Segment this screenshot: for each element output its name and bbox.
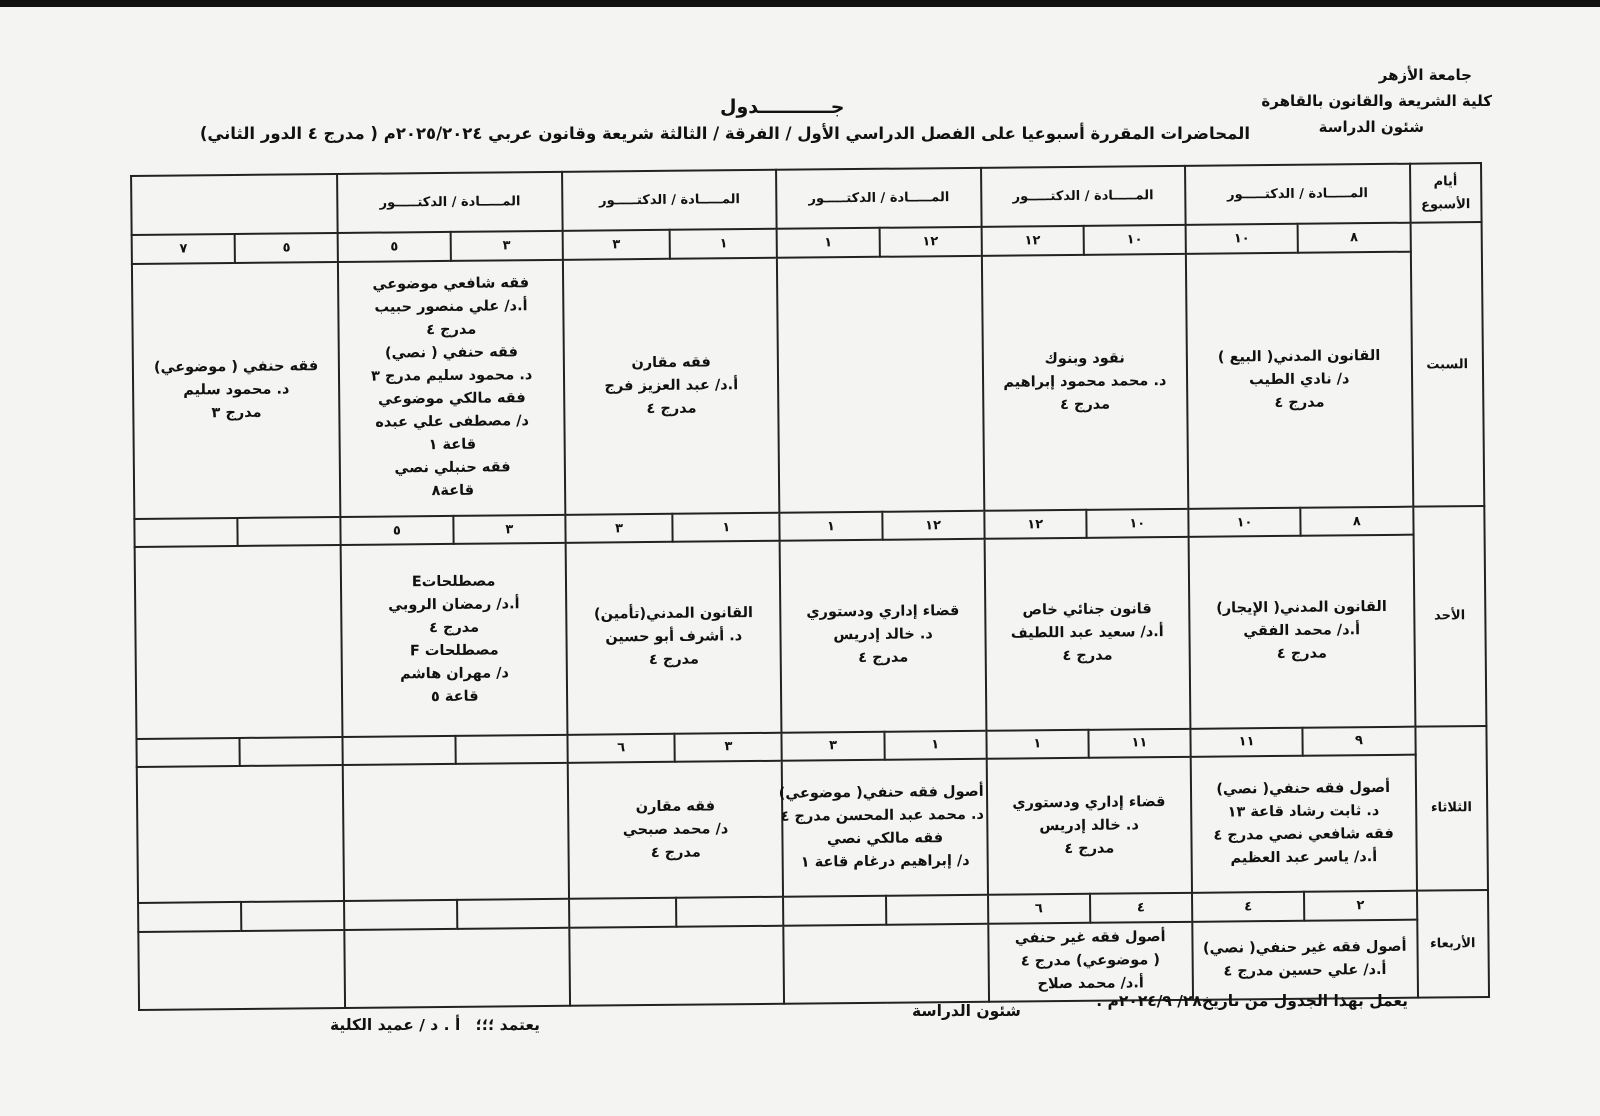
period-number: ١ bbox=[777, 228, 879, 258]
lecture-line: قاعة ١ bbox=[428, 437, 477, 454]
period-number: ١٠ bbox=[1188, 508, 1301, 538]
lecture-cell bbox=[343, 763, 569, 901]
lecture-cell bbox=[568, 761, 784, 899]
lecture-line: مدرج ٤ bbox=[1274, 394, 1325, 411]
period-number: ٥ bbox=[341, 516, 454, 546]
lecture-cell bbox=[137, 765, 345, 903]
period-number bbox=[783, 896, 885, 926]
lecture-line: أ.د/ رمضان الروبي bbox=[388, 596, 520, 614]
period-number: ٣ bbox=[563, 230, 670, 260]
period-number: ١ bbox=[986, 729, 1088, 759]
lecture-cell bbox=[566, 541, 782, 734]
day-name: السبت bbox=[1410, 222, 1484, 506]
period-number bbox=[136, 738, 239, 768]
period-number: ١٢ bbox=[882, 511, 984, 541]
lecture-line: د/ إبراهيم درغام قاعة ١ bbox=[800, 853, 970, 871]
lecture-line: د. خالد إدريس bbox=[1039, 817, 1139, 835]
lecture-cell bbox=[135, 545, 343, 738]
period-number: ٨ bbox=[1301, 506, 1414, 536]
period-number: ١١ bbox=[1190, 727, 1303, 757]
lecture-line: أصول فقه غير حنفي bbox=[1014, 929, 1166, 947]
lecture-cell bbox=[780, 539, 986, 732]
period-number: ٩ bbox=[1303, 726, 1416, 756]
period-number bbox=[343, 735, 456, 765]
period-number: ٥ bbox=[338, 232, 451, 262]
lecture-line: د/ محمد صبحي bbox=[622, 821, 729, 839]
lecture-line: د/ مصطفى علي عبده bbox=[375, 413, 530, 431]
period-number: ١٠ bbox=[1083, 225, 1185, 255]
lecture-line: أ.د/ سعيد عبد اللطيف bbox=[1010, 624, 1164, 643]
lecture-line: فقه شافعي موضوعي bbox=[372, 275, 530, 293]
days-header: أيام الأسبوع bbox=[1410, 163, 1482, 223]
lecture-cell bbox=[984, 537, 1190, 730]
day-name: الثلاثاء bbox=[1415, 726, 1488, 891]
period-number: ١ bbox=[884, 730, 986, 760]
lecture-line: فقه مقارن bbox=[631, 354, 711, 372]
column-header: المـــــادة / الدكتـــــور bbox=[981, 166, 1186, 227]
lecture-line: د/ نادي الطيب bbox=[1249, 371, 1350, 389]
period-number bbox=[344, 900, 457, 930]
lecture-cell bbox=[132, 262, 341, 519]
lecture-line: د. خالد إدريس bbox=[833, 626, 933, 644]
lecture-cell bbox=[784, 924, 989, 1004]
period-number bbox=[569, 898, 676, 928]
lecture-line: فقه مالكي نصي bbox=[826, 830, 944, 848]
lecture-line: قضاء إداري ودستوري bbox=[806, 603, 960, 621]
period-number bbox=[238, 517, 341, 547]
period-number: ١٠ bbox=[1086, 509, 1188, 539]
scan-top-edge bbox=[0, 0, 1600, 7]
effective-date-note: يعمل بهذا الجدول من تاريخ٢٨/ ٢٠٢٤/٩م . bbox=[1096, 992, 1408, 1010]
lecture-line: مدرج ٤ bbox=[858, 649, 909, 667]
lecture-line: د/ مهران هاشم bbox=[400, 665, 510, 683]
lecture-line: مدرج ٤ bbox=[1064, 840, 1115, 857]
lecture-line: مدرج ٤ bbox=[648, 652, 700, 669]
period-number bbox=[138, 902, 241, 932]
lecture-line: قانون جنائي خاص bbox=[1022, 601, 1152, 619]
dean-title: أ . د / عميد الكلية bbox=[330, 1016, 461, 1034]
lecture-line: د. محمود سليم مدرج ٣ bbox=[370, 367, 533, 386]
day-name: الأحد bbox=[1413, 506, 1487, 726]
lecture-line: قضاء إداري ودستوري bbox=[1012, 793, 1166, 812]
footer-department: شئون الدراسة bbox=[912, 1002, 1021, 1020]
period-number: ١٠ bbox=[1185, 224, 1298, 254]
lecture-cell bbox=[1186, 252, 1413, 509]
lecture-cell bbox=[138, 930, 345, 1010]
lecture-line: مدرج ٤ bbox=[1059, 396, 1111, 413]
period-number: ٢ bbox=[1304, 891, 1417, 921]
period-number bbox=[886, 895, 988, 925]
lecture-line: قاعة٨ bbox=[431, 483, 475, 500]
lecture-line: أ.د/ علي حسين مدرج ٤ bbox=[1223, 961, 1387, 980]
dean-approval bbox=[320, 1016, 540, 1034]
lecture-row bbox=[132, 251, 1484, 519]
column-header: المـــــادة / الدكتـــــور bbox=[776, 168, 981, 229]
column-header: المـــــادة / الدكتـــــور bbox=[1185, 164, 1410, 225]
period-number: ١ bbox=[670, 229, 777, 259]
lecture-line: مدرج ٤ bbox=[1276, 645, 1328, 663]
lecture-row bbox=[135, 534, 1487, 738]
period-number bbox=[457, 899, 570, 929]
lecture-cell bbox=[988, 922, 1193, 1002]
period-number bbox=[455, 734, 568, 764]
period-number: ٧ bbox=[132, 234, 235, 264]
lecture-line: أ.د/ محمد صلاح bbox=[1037, 975, 1144, 993]
lecture-line: فقه حنفي ( نصي) bbox=[384, 344, 519, 362]
column-header bbox=[131, 174, 338, 235]
lecture-line: أ.د/ علي منصور حبيب bbox=[374, 298, 528, 316]
institution-header bbox=[1261, 62, 1492, 140]
lecture-cell bbox=[341, 543, 567, 736]
document-subtitle: المحاضرات المقررة أسبوعيا على الفصل الدراسي الأول / الفرقة / الثالثة شريعة وقانون عربي ٢٠٢٥/٢٠٢٤م ( مدرج ٤ الدور الثاني) bbox=[199, 124, 1250, 143]
period-number: ٤ bbox=[1192, 892, 1305, 922]
period-number: ٣ bbox=[450, 231, 563, 261]
lecture-line: مصطلحات F bbox=[409, 642, 499, 660]
lecture-line: مصطلحاتE bbox=[411, 573, 496, 591]
lecture-cell bbox=[1192, 920, 1417, 1000]
lecture-line: القانون المدني( البيع ) bbox=[1217, 347, 1381, 366]
university-name: جامعة الأزهر bbox=[1378, 66, 1472, 84]
lecture-line: قاعة ٥ bbox=[430, 688, 479, 706]
lecture-line: فقه مالكي موضوعي bbox=[378, 390, 526, 408]
lecture-line: د. ثابت رشاد قاعة ١٣ bbox=[1227, 803, 1380, 821]
lecture-line: د. أشرف أبو حسين bbox=[605, 628, 743, 646]
lecture-cell bbox=[982, 254, 1189, 511]
lecture-line: أصول فقه حنفي( نصي) bbox=[1216, 780, 1391, 798]
lecture-cell bbox=[778, 759, 988, 897]
period-number: ١١ bbox=[1088, 728, 1190, 758]
period-number: ٥ bbox=[235, 233, 338, 263]
period-number: ٣ bbox=[675, 732, 782, 762]
period-number: ١ bbox=[780, 512, 882, 542]
lecture-line: مدرج ٣ bbox=[211, 404, 262, 422]
lecture-cell bbox=[986, 757, 1192, 895]
lecture-line: مدرج ٤ bbox=[646, 400, 697, 417]
lecture-line: فقه حنفي ( موضوعي) bbox=[153, 358, 319, 376]
column-header: المـــــادة / الدكتـــــور bbox=[337, 172, 562, 233]
lecture-line: فقه مقارن bbox=[635, 798, 716, 815]
department-name: شئون الدراسة bbox=[1318, 118, 1424, 136]
lecture-cell bbox=[1188, 535, 1414, 728]
lecture-line: د. محمد عبد المحسن مدرج ٤ bbox=[780, 807, 984, 826]
lecture-line: فقه شافعي نصي مدرج ٤ bbox=[1213, 826, 1394, 844]
lecture-cell bbox=[345, 928, 570, 1008]
period-number: ١٢ bbox=[981, 226, 1083, 256]
day-name: الأربعاء bbox=[1417, 890, 1489, 997]
lecture-line: أ.د/ عبد العزيز فرج bbox=[604, 376, 739, 395]
period-number: ٦ bbox=[988, 894, 1090, 924]
lecture-line: مدرج ٤ bbox=[1062, 648, 1113, 665]
lecture-cell bbox=[569, 926, 784, 1006]
lecture-cell bbox=[563, 258, 780, 515]
faculty-name: كلية الشريعة والقانون بالقاهرة bbox=[1261, 92, 1492, 110]
lecture-line: مدرج ٤ bbox=[426, 322, 477, 339]
lecture-line: أ.د/ ياسر عبد العظيم bbox=[1230, 849, 1378, 867]
lecture-line: د. محمود سليم bbox=[183, 381, 290, 399]
period-number bbox=[240, 737, 343, 767]
lecture-line: أصول فقه حنفي( موضوعي) bbox=[778, 784, 984, 803]
period-number: ١٢ bbox=[984, 510, 1086, 540]
column-header: المـــــادة / الدكتـــــور bbox=[562, 170, 777, 231]
period-number: ٣ bbox=[453, 515, 566, 545]
document-title: جـــــــــــدول bbox=[720, 96, 845, 118]
period-number: ٦ bbox=[567, 733, 674, 763]
lecture-line: أ.د/ محمد الفقي bbox=[1243, 622, 1361, 640]
period-number: ٨ bbox=[1298, 223, 1411, 253]
approve-label: يعتمد ؛؛؛ bbox=[475, 1016, 540, 1034]
lecture-line: مدرج ٤ bbox=[650, 844, 701, 861]
schedule-table bbox=[130, 162, 1490, 1011]
period-number: ٣ bbox=[782, 731, 884, 761]
lecture-line: د. محمد محمود إبراهيم bbox=[1003, 372, 1167, 391]
lecture-line: نقود وبنوك bbox=[1044, 350, 1125, 368]
lecture-cell bbox=[338, 260, 565, 517]
lecture-cell bbox=[777, 256, 984, 513]
lecture-line: أصول فقه غير حنفي( نصي) bbox=[1202, 938, 1407, 957]
period-number: ٤ bbox=[1090, 893, 1192, 923]
lecture-line: مدرج ٤ bbox=[428, 619, 480, 637]
period-number bbox=[241, 901, 344, 931]
lecture-cell bbox=[1191, 755, 1417, 893]
lecture-line: القانون المدني(تأمين) bbox=[593, 605, 754, 624]
lecture-row bbox=[137, 754, 1488, 903]
lecture-line: فقه حنبلي نصي bbox=[394, 459, 511, 477]
lecture-line: القانون المدني( الإيجار) bbox=[1216, 599, 1387, 618]
period-number bbox=[134, 518, 237, 548]
period-number bbox=[676, 897, 783, 927]
period-number: ٣ bbox=[565, 514, 672, 544]
period-number: ١ bbox=[673, 513, 780, 543]
lecture-line: ( موضوعي) مدرج ٤ bbox=[1020, 952, 1161, 970]
period-number: ١٢ bbox=[879, 227, 981, 257]
